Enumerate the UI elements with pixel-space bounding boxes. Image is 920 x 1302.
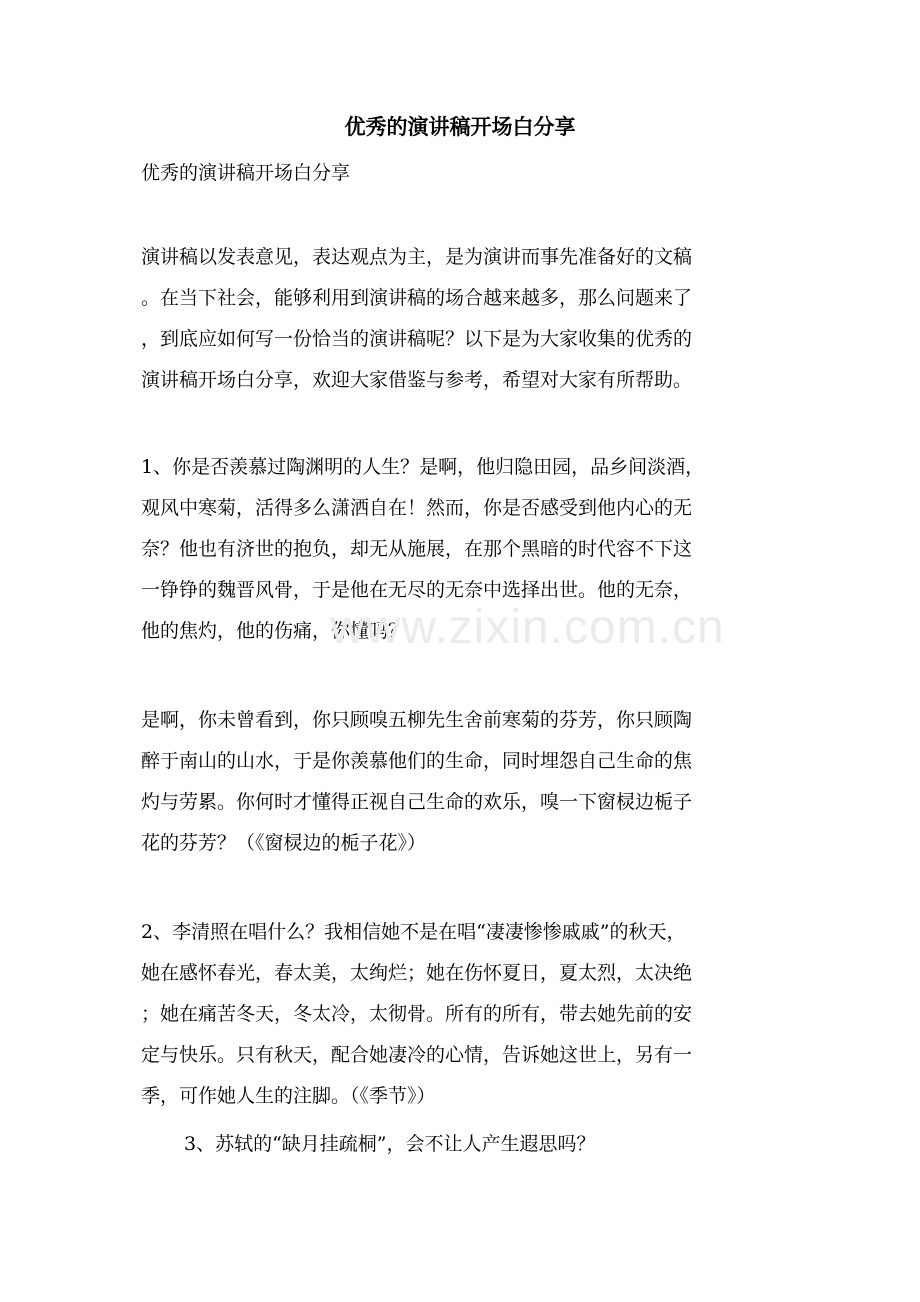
document-subtitle: 优秀的演讲稿开场白分享 <box>141 162 351 184</box>
document-title: 优秀的演讲稿开场白分享 <box>344 114 576 139</box>
paragraph-intro: 演讲稿以发表意见，表达观点为主，是为演讲而事先准备好的文稿 。在当下社会，能够利用到演讲稿的场合越来越多，那么问题来了 ，到底应如何写一份恰当的演讲稿呢？以下是为大家收集的优秀的 演讲稿开场白分享，欢迎大家借鉴与参考，希望对大家有所帮助。 <box>141 246 693 391</box>
paragraph-3: 2、李清照在唱什么？我相信她不是在唱“凄凄惨惨戚戚”的秋天， 她在感怀春光，春太美，太绚烂；她在伤怀夏日，夏太烈，太决绝 ；她在痛苦冬天，冬太冷，太彻骨。所有的所有，带去她先前的安 定与快乐。只有秋天，配合她凄冷的心情，告诉她这世上，另有一 季，可作她人生的注脚。（《季节》） <box>141 921 693 1107</box>
watermark: www.zixin.com.cn <box>330 601 725 654</box>
paragraph-1: 1、你是否羡慕过陶渊明的人生？是啊，他归隐田园，品乡间淡酒， 观风中寒菊，活得多么潇洒自在！然而，你是否感受到他内心的无 奈？他也有济世的抱负，却无从施展，在那个黑暗的时代容不下这 一铮铮的魏晋风骨，于是他在无尽的无奈中选择出世。他的无奈， 他的焦灼，他的伤痛，你懂吗？ <box>141 456 705 642</box>
paragraph-4: 3、苏轼的“缺月挂疏桐”，会不让人产生遐思吗？ <box>184 1133 596 1155</box>
paragraph-2: 是啊，你未曾看到，你只顾嗅五柳先生舍前寒菊的芬芳，你只顾陶 醉于南山的山水，于是你羡慕他们的生命，同时埋怨自己生命的焦 灼与劳累。你何时才懂得正视自己生命的欢乐，嗅一下窗棂边栀子 花的芬芳？（《窗棂边的栀子花》） <box>141 709 693 854</box>
